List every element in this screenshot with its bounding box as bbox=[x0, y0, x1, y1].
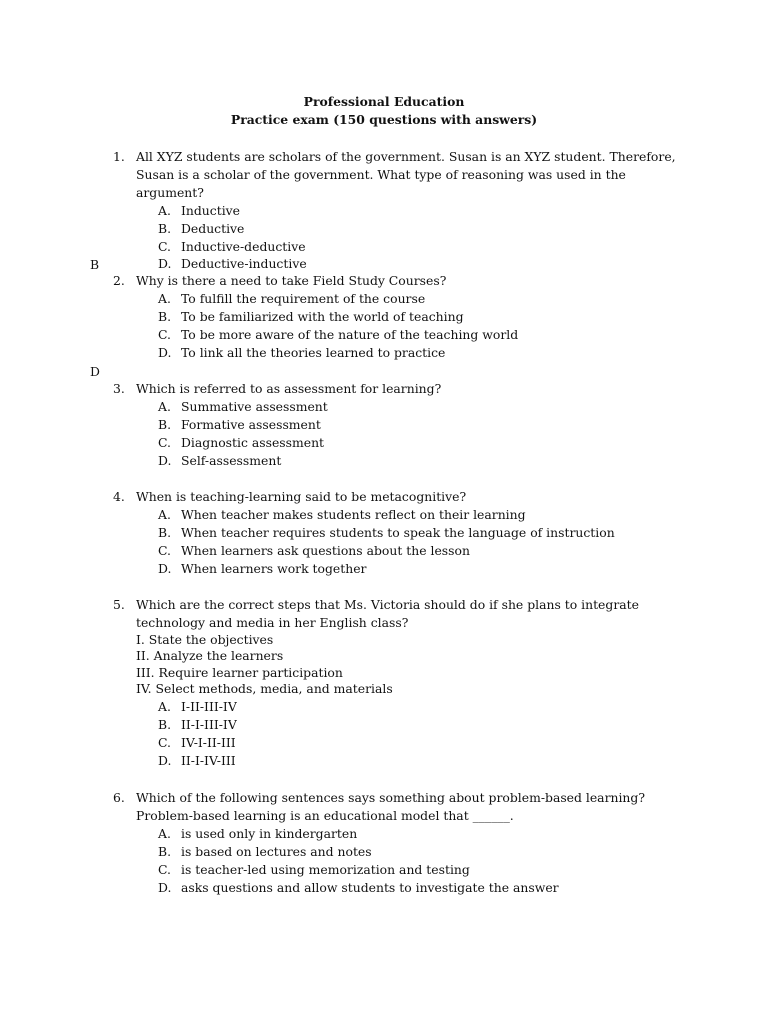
option-text: is teacher-led using memorization and testing bbox=[181, 861, 470, 877]
option-letter: B. bbox=[158, 524, 172, 540]
option-letter: B. bbox=[158, 416, 172, 432]
option-c bbox=[113, 238, 683, 256]
option-text: IV-I-II-III bbox=[181, 734, 236, 750]
option-b bbox=[113, 843, 683, 861]
option-b bbox=[113, 308, 683, 326]
question-text: When is teaching-learning said to be metacognitive? bbox=[136, 489, 467, 504]
question-text: All XYZ students are scholars of the government. Susan is an XYZ student. Therefore, Susan is a scholar of the government. What type of reasoning was used in the argument? bbox=[136, 149, 676, 200]
option-list bbox=[113, 506, 683, 578]
option-letter: D. bbox=[158, 452, 172, 468]
question-number: 4. bbox=[113, 489, 125, 504]
question-4 bbox=[113, 488, 683, 578]
option-text: Formative assessment bbox=[181, 416, 321, 432]
question-number: 3. bbox=[113, 381, 125, 396]
question-3 bbox=[113, 380, 683, 470]
option-d bbox=[113, 879, 683, 897]
option-c bbox=[113, 542, 683, 560]
option-text: Deductive-inductive bbox=[181, 256, 307, 272]
option-letter: C. bbox=[158, 734, 171, 750]
option-list bbox=[113, 202, 683, 274]
option-text: To be more aware of the nature of the teaching world bbox=[181, 326, 519, 342]
option-text: To be familiarized with the world of teaching bbox=[181, 308, 464, 324]
option-list bbox=[113, 825, 683, 897]
question-text: Which of the following sentences says something about problem-based learning? Problem-based learning is an educational model that ______. bbox=[136, 790, 645, 823]
option-text: When learners ask questions about the lesson bbox=[181, 542, 470, 558]
option-text: Deductive bbox=[181, 220, 245, 236]
option-c bbox=[113, 434, 683, 452]
option-letter: A. bbox=[158, 398, 171, 414]
step-item: II. Analyze the learners bbox=[136, 648, 284, 664]
option-letter: C. bbox=[158, 861, 171, 877]
option-a bbox=[113, 398, 683, 416]
option-letter: C. bbox=[158, 326, 171, 342]
option-letter: B. bbox=[158, 220, 172, 236]
question-text: Which is referred to as assessment for learning? bbox=[136, 381, 442, 396]
option-text: II-I-III-IV bbox=[181, 716, 237, 732]
step-item: I. State the objectives bbox=[136, 631, 274, 647]
option-b bbox=[113, 716, 683, 734]
question-5 bbox=[113, 596, 683, 769]
option-b bbox=[113, 524, 683, 542]
answer-key-2: D bbox=[90, 364, 100, 379]
option-d bbox=[113, 255, 683, 273]
option-list bbox=[113, 290, 683, 362]
question-2 bbox=[113, 272, 683, 362]
question-number: 6. bbox=[113, 790, 125, 805]
option-a bbox=[113, 698, 683, 716]
option-c bbox=[113, 734, 683, 752]
option-c bbox=[113, 861, 683, 879]
option-letter: D. bbox=[158, 752, 172, 768]
option-c bbox=[113, 326, 683, 344]
question-text: Why is there a need to take Field Study Courses? bbox=[136, 273, 447, 288]
option-a bbox=[113, 506, 683, 524]
option-letter: C. bbox=[158, 434, 171, 450]
option-text: When teacher makes students reflect on their learning bbox=[181, 506, 526, 522]
option-letter: D. bbox=[158, 344, 172, 360]
document-title: Professional Education bbox=[303, 94, 465, 109]
option-text: asks questions and allow students to investigate the answer bbox=[181, 879, 559, 895]
step-item: III. Require learner participation bbox=[136, 664, 343, 680]
option-text: II-I-IV-III bbox=[181, 752, 236, 768]
option-letter: A. bbox=[158, 698, 171, 714]
option-text: To fulfill the requirement of the course bbox=[181, 290, 426, 306]
question-1 bbox=[113, 148, 683, 273]
option-text: To link all the theories learned to practice bbox=[181, 344, 446, 360]
option-list bbox=[113, 398, 683, 470]
option-letter: D. bbox=[158, 879, 172, 895]
option-letter: B. bbox=[158, 308, 172, 324]
option-letter: A. bbox=[158, 825, 171, 841]
option-b bbox=[113, 220, 683, 238]
question-text: Which are the correct steps that Ms. Victoria should do if she plans to integrate technology and media in her English class? bbox=[136, 597, 639, 630]
question-number: 5. bbox=[113, 597, 125, 612]
option-text: is based on lectures and notes bbox=[181, 843, 372, 859]
option-letter: C. bbox=[158, 542, 171, 558]
option-a bbox=[113, 202, 683, 220]
option-d bbox=[113, 560, 683, 578]
option-d bbox=[113, 344, 683, 362]
option-d bbox=[113, 452, 683, 470]
option-text: Inductive bbox=[181, 202, 241, 218]
option-text: Diagnostic assessment bbox=[181, 434, 325, 450]
step-item: IV. Select methods, media, and materials bbox=[136, 681, 393, 697]
option-text: Inductive-deductive bbox=[181, 238, 306, 254]
option-letter: A. bbox=[158, 290, 171, 306]
option-text: When teacher requires students to speak the language of instruction bbox=[181, 524, 615, 540]
option-letter: C. bbox=[158, 238, 171, 254]
question-6 bbox=[113, 789, 683, 896]
question-number: 1. bbox=[113, 149, 125, 164]
option-b bbox=[113, 416, 683, 434]
option-a bbox=[113, 825, 683, 843]
document-subtitle: Practice exam (150 questions with answers) bbox=[230, 112, 538, 127]
option-letter: B. bbox=[158, 716, 172, 732]
option-list bbox=[113, 698, 683, 770]
option-letter: B. bbox=[158, 843, 172, 859]
option-letter: A. bbox=[158, 506, 171, 522]
option-text: When learners work together bbox=[181, 560, 367, 576]
option-letter: D. bbox=[158, 256, 172, 272]
option-letter: A. bbox=[158, 202, 171, 218]
option-d bbox=[113, 752, 683, 770]
question-number: 2. bbox=[113, 273, 125, 288]
answer-key-1: B bbox=[90, 257, 100, 272]
option-text: Self-assessment bbox=[181, 452, 282, 468]
option-text: Summative assessment bbox=[181, 398, 328, 414]
option-letter: D. bbox=[158, 560, 172, 576]
option-text: I-II-III-IV bbox=[181, 698, 237, 714]
option-a bbox=[113, 290, 683, 308]
option-text: is used only in kindergarten bbox=[181, 825, 358, 841]
